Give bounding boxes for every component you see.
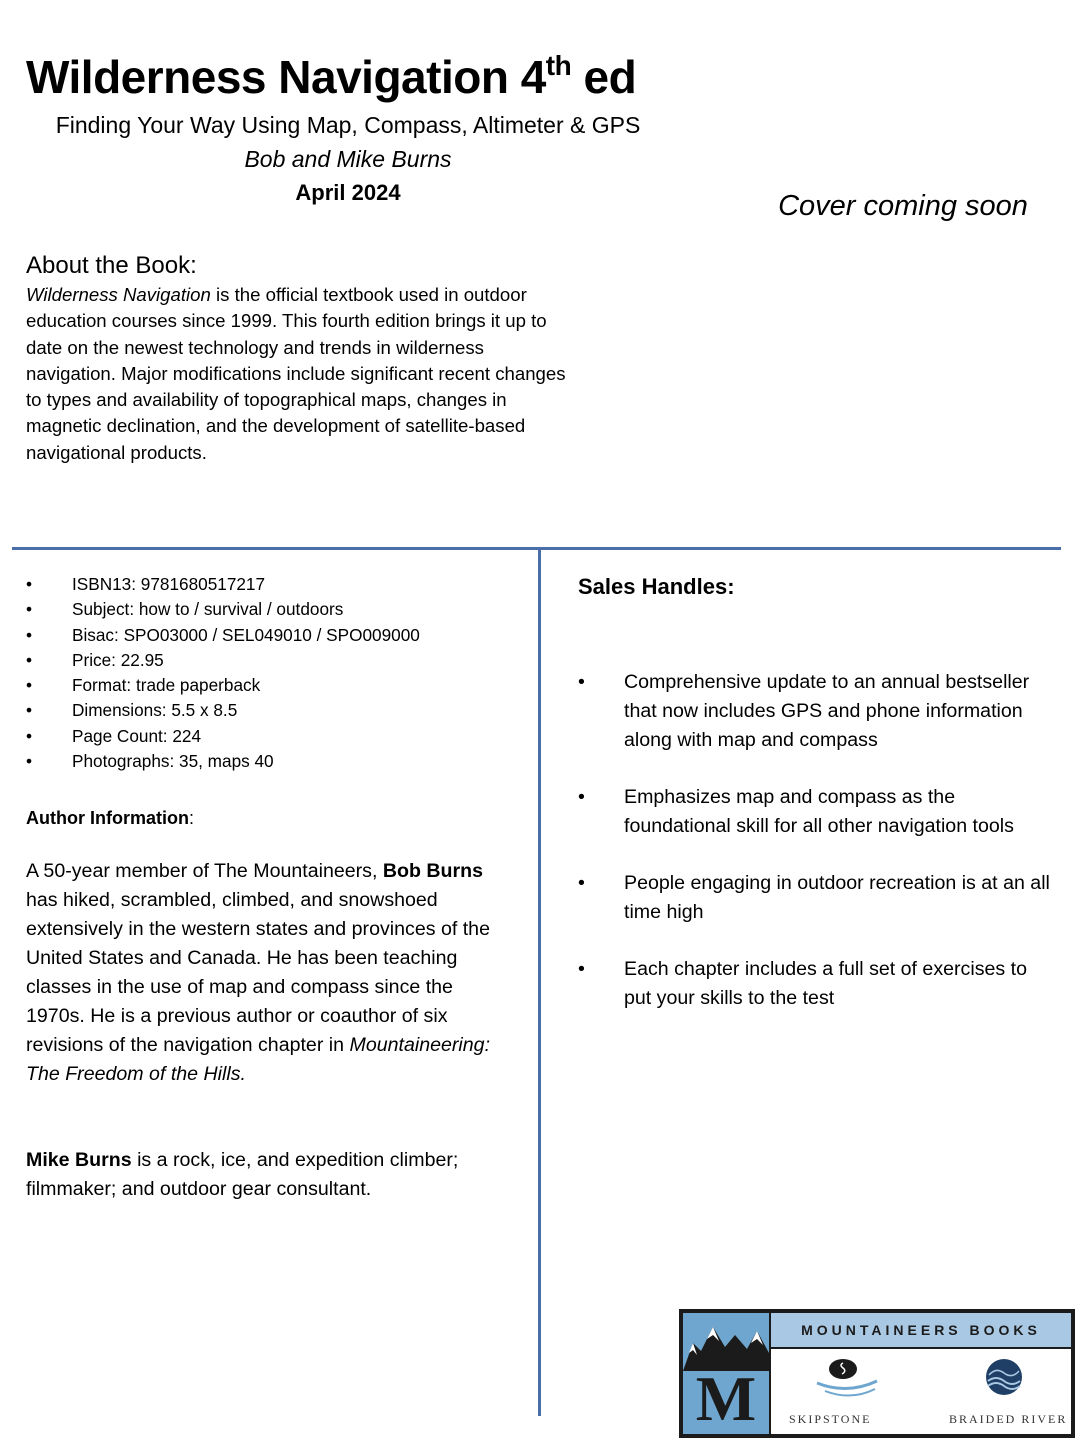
braided-river-icon bbox=[979, 1353, 1029, 1403]
spec-item: • Format: trade paperback bbox=[26, 673, 526, 698]
imprints-area bbox=[771, 1349, 1071, 1434]
publisher-band bbox=[771, 1313, 1071, 1347]
book-authors: Bob and Mike Burns bbox=[244, 146, 452, 172]
spec-item: • Price: 22.95 bbox=[26, 648, 526, 673]
bullet-icon: • bbox=[26, 675, 33, 696]
horizontal-divider bbox=[12, 547, 1061, 550]
spec-item: • ISBN13: 9781680517217 bbox=[26, 572, 526, 597]
about-text: Wilderness Navigation is the official textbook used in outdoor education courses since 1999. This fourth edition brings it up to date on the newest technology and trends in wilderness navigation. Major modifications include significant recent changes to types and availability of topographical maps, changes in magnetic declination, and the development of satellite-based navigational products. bbox=[26, 284, 566, 463]
about-heading: About the Book: bbox=[26, 252, 197, 279]
spec-item: • Page Count: 224 bbox=[26, 724, 526, 749]
braided-river-label: BRAIDED RIVER bbox=[949, 1412, 1068, 1426]
publisher-name: MOUNTAINEERS BOOKS bbox=[801, 1322, 1041, 1338]
bullet-icon: • bbox=[26, 725, 33, 746]
book-subtitle: Finding Your Way Using Map, Compass, Altimeter & GPS bbox=[55, 112, 641, 138]
mountain-logo-icon bbox=[683, 1313, 769, 1434]
vertical-divider bbox=[538, 548, 541, 1416]
sales-handles-heading: Sales Handles: bbox=[578, 574, 735, 599]
bullet-icon: • bbox=[578, 872, 585, 894]
author-info-heading: Author Information: bbox=[26, 808, 194, 828]
about-book-name: Wilderness Navigation bbox=[26, 284, 211, 305]
cover-placeholder-note: Cover coming soon bbox=[778, 190, 1028, 222]
bullet-icon: • bbox=[578, 786, 585, 808]
bullet-icon: • bbox=[26, 624, 33, 645]
spec-list bbox=[26, 572, 526, 774]
publisher-logo bbox=[679, 1309, 1075, 1438]
spec-item: • Bisac: SPO03000 / SEL049010 / SPO009000 bbox=[26, 623, 526, 648]
spec-item: • Dimensions: 5.5 x 8.5 bbox=[26, 698, 526, 723]
bullet-icon: • bbox=[26, 700, 33, 721]
bullet-icon: • bbox=[578, 671, 585, 693]
skipstone-label: SKIPSTONE bbox=[789, 1412, 872, 1426]
author-bio-mike: Mike Burns is a rock, ice, and expedition climber; filmmaker; and outdoor gear consultant. bbox=[26, 1149, 459, 1200]
publication-date: April 2024 bbox=[295, 180, 401, 205]
spec-item: • Subject: how to / survival / outdoors bbox=[26, 597, 526, 622]
logo-m-letter: M bbox=[695, 1363, 757, 1434]
bullet-icon: • bbox=[26, 649, 33, 670]
bullet-icon: • bbox=[26, 751, 33, 772]
book-title: Wilderness Navigation 4th ed bbox=[26, 50, 637, 103]
sales-handle-item: • Emphasizes map and compass as the foundational skill for all other navigation tools bbox=[578, 783, 1058, 841]
bullet-icon: • bbox=[578, 958, 585, 980]
author-bio-bob: A 50-year member of The Mountaineers, Bob Burns has hiked, scrambled, climbed, and snowshoed extensively in the western states and provinces of the United States and Canada. He has been teaching classes in the use of map and compass since the 1970s. He is a previous author or coauthor of six revisions of the navigation chapter in Mountaineering: The Freedom of the Hills. bbox=[26, 860, 491, 1085]
sales-handles-list bbox=[578, 668, 1058, 1041]
sales-handle-item: • People engaging in outdoor recreation is at an all time high bbox=[578, 869, 1058, 927]
spec-item: • Photographs: 35, maps 40 bbox=[26, 749, 526, 774]
bullet-icon: • bbox=[26, 599, 33, 620]
sales-handle-item: • Comprehensive update to an annual bestseller that now includes GPS and phone information along with map and compass bbox=[578, 668, 1058, 755]
skipstone-icon bbox=[807, 1351, 887, 1407]
sales-handle-item: • Each chapter includes a full set of exercises to put your skills to the test bbox=[578, 955, 1058, 1013]
bullet-icon: • bbox=[26, 574, 33, 594]
